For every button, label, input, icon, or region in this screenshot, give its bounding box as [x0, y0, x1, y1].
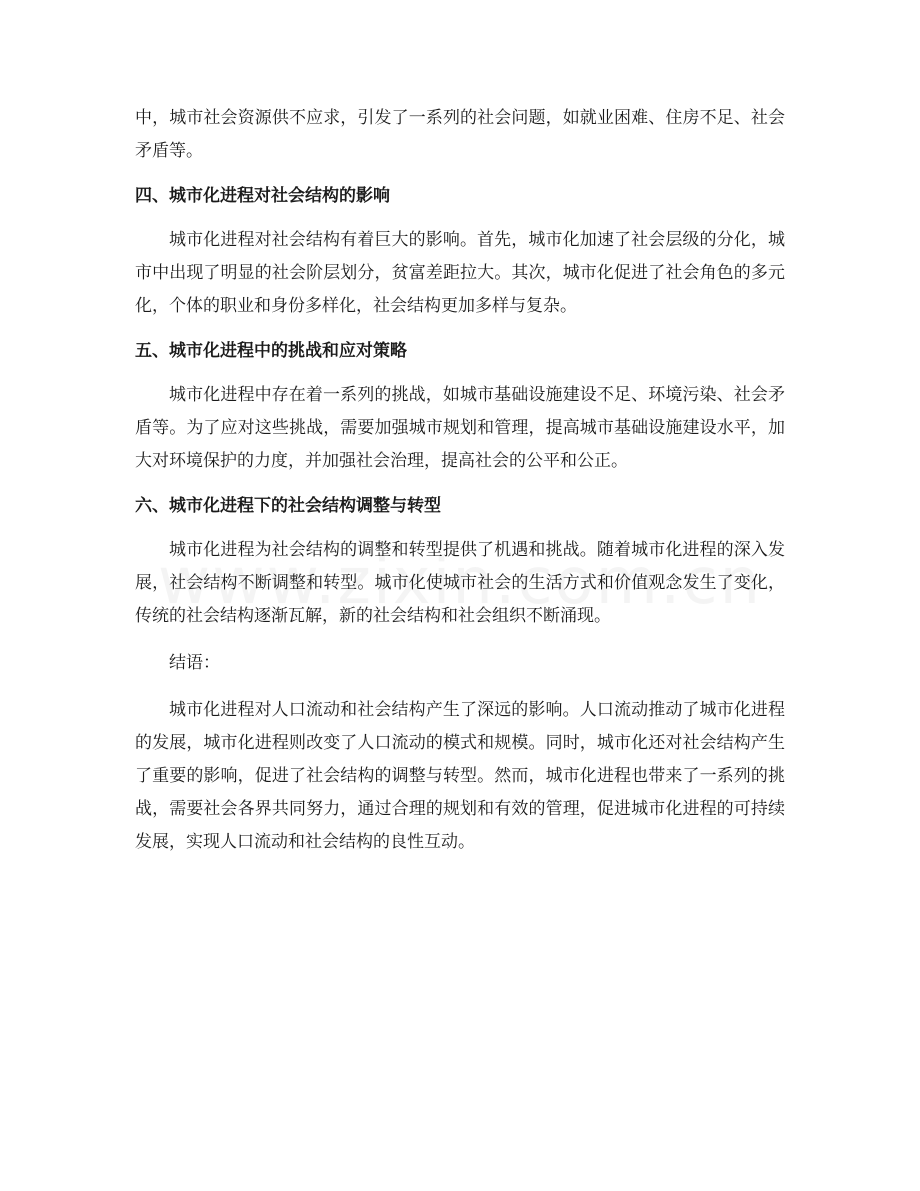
- section-body-5: 城市化进程中存在着一系列的挑战，如城市基础设施建设不足、环境污染、社会矛盾等。为了应对这些挑战，需要加强城市规划和管理，提高城市基础设施建设水平，加大对环境保护的力度，并加强社会治理，提高社会的公平和公正。: [135, 385, 785, 471]
- section-body-6: 城市化进程为社会结构的调整和转型提供了机遇和挑战。随着城市化进程的深入发展，社会结构不断调整和转型。城市化使城市社会的生活方式和价值观念发生了变化，传统的社会结构逐渐瓦解，新的社会结构和社会组织不断涌现。: [135, 540, 785, 626]
- section-body-4: 城市化进程对社会结构有着巨大的影响。首先，城市化加速了社会层级的分化，城市中出现了明显的社会阶层划分，贫富差距拉大。其次，城市化促进了社会角色的多元化，个体的职业和身份多样化，社会结构更加多样与复杂。: [135, 230, 785, 316]
- conclusion-label: 结语：: [169, 653, 220, 673]
- section-heading-6: 六、城市化进程下的社会结构调整与转型: [135, 496, 441, 516]
- intro-paragraph: 中，城市社会资源供不应求，引发了一系列的社会问题，如就业困难、住房不足、社会矛盾等。: [135, 108, 785, 161]
- section-heading-5: 五、城市化进程中的挑战和应对策略: [135, 341, 407, 361]
- conclusion-body: 城市化进程对人口流动和社会结构产生了深远的影响。人口流动推动了城市化进程的发展，城市化进程则改变了人口流动的模式和规模。同时，城市化还对社会结构产生了重要的影响，促进了社会结构的调整与转型。然而，城市化进程也带来了一系列的挑战，需要社会各界共同努力，通过合理的规划和有效的管理，促进城市化进程的可持续发展，实现人口流动和社会结构的良性互动。: [135, 700, 785, 852]
- document-page: [135, 102, 785, 873]
- section-heading-4: 四、城市化进程对社会结构的影响: [135, 186, 390, 206]
